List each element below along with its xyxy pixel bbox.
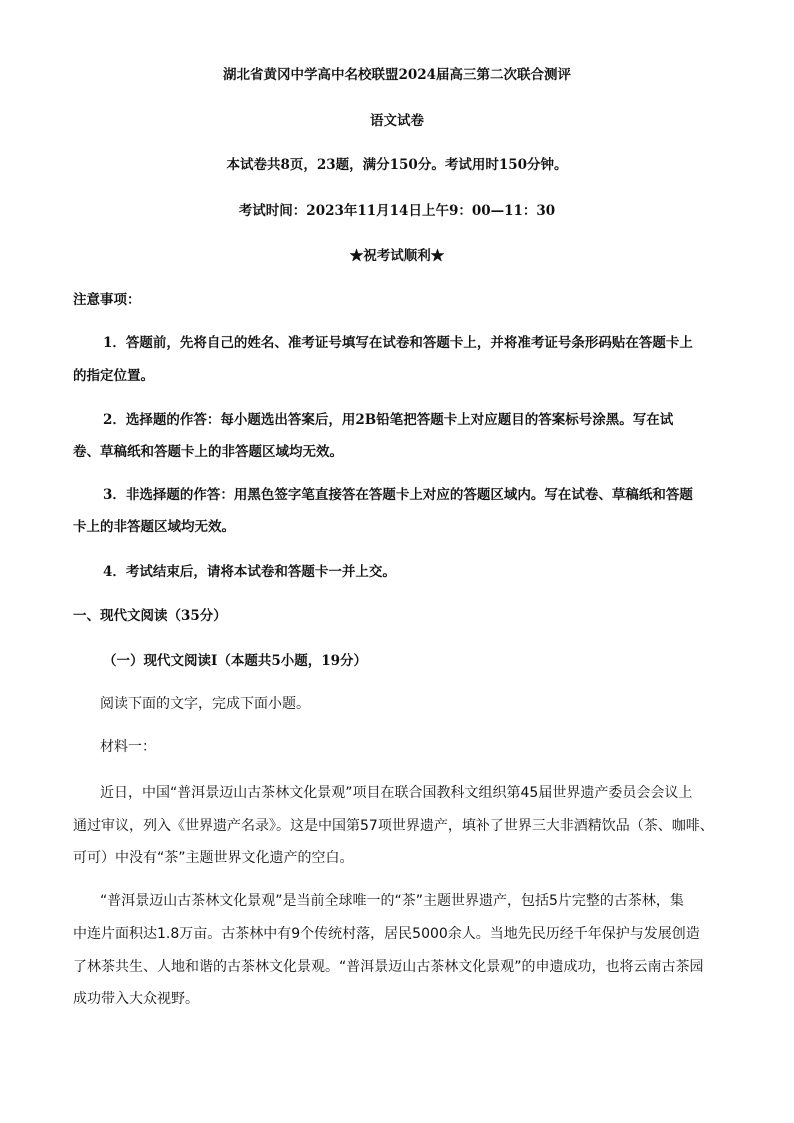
material-label: 材料一： bbox=[100, 739, 156, 755]
subject-title: 语文试卷 bbox=[370, 113, 424, 129]
notice-item-3-line-2: 卡上的非答题区域均无效。 bbox=[73, 519, 235, 535]
notice-item-4: 4．考试结束后，请将本试卷和答题卡一并上交。 bbox=[103, 564, 396, 580]
notice-item-2-line-1: 2．选择题的作答：每小题选出答案后，用2B铅笔把答题卡上对应题目的答案标号涂黑。写在试 bbox=[103, 412, 674, 428]
notice-heading: 注意事项： bbox=[73, 292, 141, 308]
blessing-text: ★祝考试顺利★ bbox=[349, 248, 445, 264]
instruction-text: 阅读下面的文字，完成下面小题。 bbox=[100, 696, 310, 712]
paragraph-1-line-3: 可可）中没有“茶”主题世界文化遗产的空白。 bbox=[73, 850, 354, 866]
notice-item-2-line-2: 卷、草稿纸和答题卡上的非答题区域均无效。 bbox=[73, 444, 343, 460]
notice-item-3-line-1: 3．非选择题的作答：用黑色签字笔直接答在答题卡上对应的答题区域内。写在试卷、草稿纸和答题 bbox=[103, 487, 693, 503]
notice-item-1-line-1: 1．答题前，先将自己的姓名、准考证号填写在试卷和答题卡上，并将准考证号条形码贴在答题卡上 bbox=[103, 335, 693, 351]
subsection-heading: （一）现代文阅读Ⅰ（本题共5小题，19分） bbox=[103, 653, 367, 669]
paragraph-2-line-2: 中连片面积达1.8万亩。古茶林中有9个传统村落，居民5000余人。当地先民历经千年保护与发展创造 bbox=[73, 926, 700, 942]
paragraph-2-line-4: 成功带入大众视野。 bbox=[73, 991, 199, 1007]
paragraph-2-line-1: “普洱景迈山古茶林文化景观”是当前全球唯一的“茶”主题世界遗产，包括5片完整的古茶林，集 bbox=[100, 893, 684, 909]
exam-title: 湖北省黄冈中学高中名校联盟2024届高三第二次联合测评 bbox=[222, 67, 572, 83]
paragraph-1-line-1: 近日，中国“普洱景迈山古茶林文化景观”项目在联合国教科文组织第45届世界遗产委员会会议上 bbox=[100, 785, 693, 801]
paragraph-2-line-3: 了林茶共生、人地和谐的古茶林文化景观。“普洱景迈山古茶林文化景观”的申遗成功，也将云南古茶园 bbox=[73, 959, 704, 975]
section-heading: 一、现代文阅读（35分） bbox=[73, 608, 227, 624]
notice-item-1-line-2: 的指定位置。 bbox=[73, 368, 154, 384]
exam-info: 本试卷共8页，23题，满分150分。考试用时150分钟。 bbox=[226, 157, 568, 173]
exam-time: 考试时间：2023年11月14日上午9：00—11：30 bbox=[238, 203, 556, 219]
paragraph-1-line-2: 通过审议，列入《世界遗产名录》。这是中国第57项世界遗产，填补了世界三大非酒精饮品（茶、咖啡、 bbox=[73, 818, 714, 834]
